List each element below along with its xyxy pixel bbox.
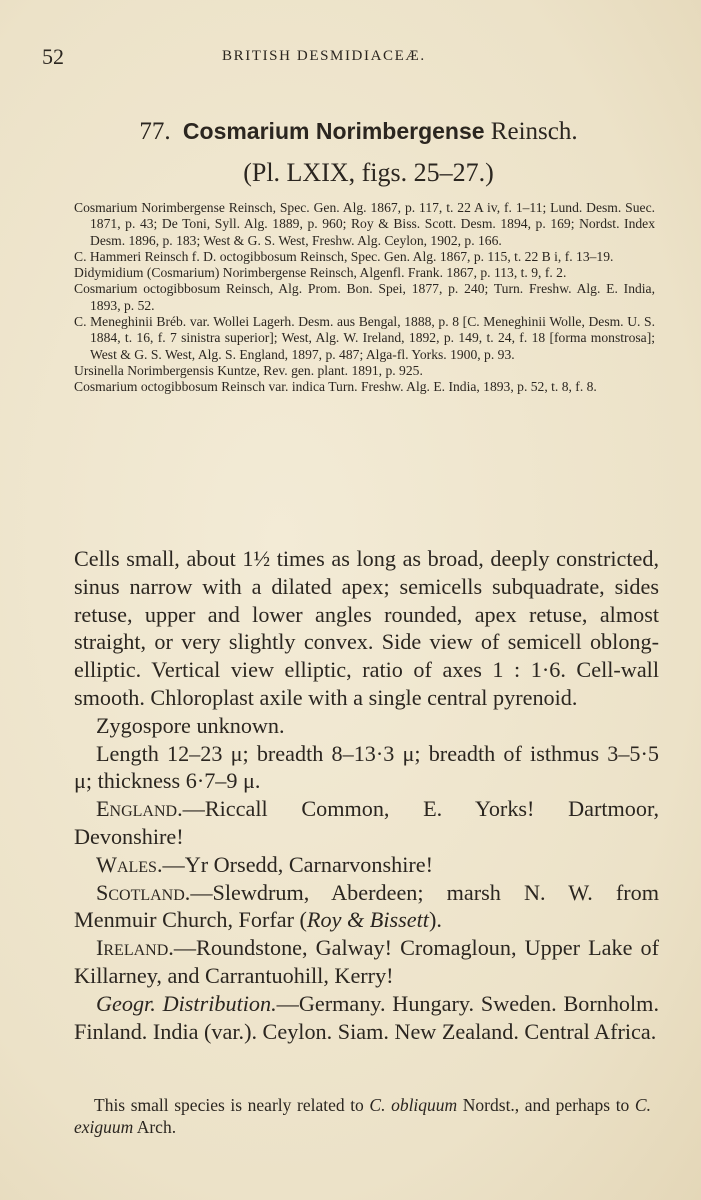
distribution-england (74, 795, 659, 851)
species-heading (0, 118, 701, 188)
zygospore-note: Zygospore unknown. (96, 712, 285, 738)
related-species: C. exiguum (74, 1095, 651, 1137)
distribution-ireland (74, 934, 659, 990)
species-title (16, 118, 701, 146)
synonymy-entry: Cosmarium octogibbosum Reinsch, Alg. Prom. Bon. Spei, 1877, p. 240; Turn. Freshw. Alg. E. India, 1893, p. 52. (74, 281, 655, 313)
related-species: C. obliquum (369, 1095, 458, 1115)
distribution-scotland (74, 879, 659, 935)
plate-reference: (Pl. LXIX, figs. 25–27.) (243, 158, 494, 187)
remarks (74, 1094, 651, 1138)
remark-text: This small species is nearly related to (94, 1095, 370, 1115)
remark-paragraph (74, 1094, 651, 1138)
running-title: BRITISH DESMIDIACEÆ. (222, 48, 426, 64)
synonymy-entry: Didymidium (Cosmarium) Norimbergense Reinsch, Algenfl. Frank. 1867, p. 113, t. 9, f. 2. (74, 265, 567, 281)
species-author: Reinsch. (490, 118, 578, 145)
collectors: Roy & Bissett (306, 907, 429, 933)
dimensions: Length 12–23 μ; breadth 8–13·3 μ; breadth of isthmus 3–5·5 μ; thickness 6·7–9 μ. (74, 740, 659, 794)
region-localities: —Riccall Common, E. Yorks! Dartmoor, Devonshire! (74, 796, 659, 849)
geogr-label: Geogr. Distribution. (96, 990, 277, 1016)
description-block (74, 545, 659, 1045)
cell-description: Cells small, about 1½ times as long as broad, deeply constricted, sinus narrow with a dilated apex; semicells subquadrate, sides retuse, upper and lower angles rounded, apex retuse, almost straight, or very slightly convex. Side view of semicell oblong-elliptic. Vertical view elliptic, ratio of axes 1 : 1·6. Cell-wall smooth. Chloroplast axile with a single central pyrenoid. (74, 546, 659, 710)
species-number: 77. (139, 118, 171, 145)
geogr-text: —Germany. Hungary. Sweden. Bornholm. Finland. India (var.). Ceylon. Siam. New Zealand. Central Africa. (74, 990, 659, 1044)
synonymy-entry: Ursinella Norimbergensis Kuntze, Rev. gen. plant. 1891, p. 925. (74, 362, 423, 378)
geographic-distribution (74, 990, 659, 1046)
region-label: Scotland. (96, 879, 191, 905)
synonymy-entry: C. Hammeri Reinsch f. D. octogibbosum Reinsch, Spec. Gen. Alg. 1867, p. 115, t. 22 B i, f. 13–19. (74, 248, 614, 264)
region-localities-end: ). (428, 907, 442, 933)
region-localities: —Roundstone, Galway! Cromagloun, Upper Lake of Killarney, and Carrantuohill, Kerry! (74, 935, 659, 988)
synonymy-entry: C. Meneghinii Bréb. var. Wollei Lagerh. Desm. aus Bengal, 1888, p. 8 [C. Meneghinii Wolle, Desm. U. S. 1884, t. 16, f. 7 sinistra superior]; West, Alg. W. Ireland, 1892, p. 149, t. 24, f. 18 [forma monstrosa]; West & G. S. West, Alg. S. England, 1897, p. 487; Alga-fl. Yorks. 1900, p. 93. (74, 314, 655, 362)
region-label: England. (96, 796, 183, 822)
synonymy-entry: Cosmarium octogibbosum Reinsch var. indica Turn. Freshw. Alg. E. India, 1893, p. 52, t. 8, f. 8. (74, 379, 597, 395)
synonymy-entry: Cosmarium Norimbergense Reinsch, Spec. Gen. Alg. 1867, p. 117, t. 22 A iv, f. 1–11; Lund. Desm. Suec. 1871, p. 43; De Toni, Syll. Alg. 1889, p. 960; Roy & Biss. Scott. Desm. 1894, p. 169; Nordst. Index Desm. 1896, p. 183; West & G. S. West, Freshw. Alg. Ceylon, 1902, p. 166. (74, 200, 655, 248)
remark-text: Nordst., and perhaps to (457, 1095, 635, 1115)
remark-text: Arch. (133, 1117, 177, 1137)
page-header (42, 44, 661, 74)
region-label: Wales. (96, 851, 163, 877)
region-label: Ireland. (96, 935, 174, 961)
page-number: 52 (42, 44, 64, 69)
region-localities: —Yr Orsedd, Carnarvonshire! (162, 851, 433, 877)
species-name: Cosmarium Norimbergense (182, 118, 485, 144)
synonymy-block (74, 200, 655, 396)
region-localities: —Slewdrum, Aberdeen; marsh N. W. from Menmuir Church, Forfar ( (74, 879, 659, 933)
distribution-wales (74, 851, 659, 879)
